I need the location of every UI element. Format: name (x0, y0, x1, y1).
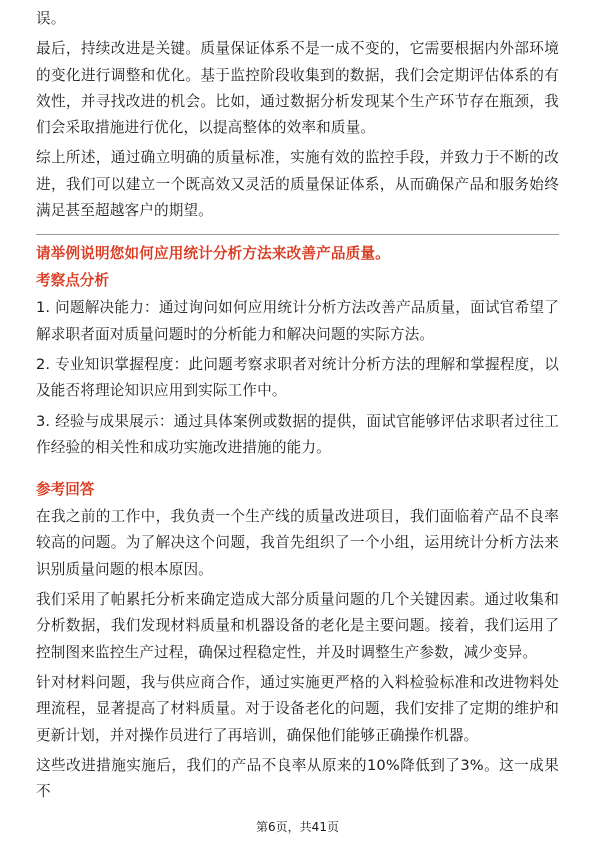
interview-question: 请举例说明您如何应用统计分析方法来改善产品质量。 (36, 245, 390, 263)
answer-paragraph: 针对材料问题，我与供应商合作，通过实施更严格的入料检验标准和改进物料处理流程，显著提高了材料质量。对于设备老化的问题，我们安排了定期的维护和更新计划，并对操作员进行了再培训，确保他们能够正确操作机器。 (36, 673, 559, 744)
answer-paragraph: 在我之前的工作中，我负责一个生产线的质量改进项目，我们面临着产品不良率较高的问题。为了解决这个问题，我首先组织了一个小组，运用统计分析方法来识别质量问题的根本原因。 (36, 508, 559, 578)
page-content (36, 0, 559, 809)
answer-paragraph: 这些改进措施实施后，我们的产品不良率从原来的10%降低到了3%。这一成果不 (36, 756, 559, 801)
body-paragraph: 综上所述，通过确立明确的质量标准，实施有效的监控手段，并致力于不断的改进，我们可以建立一个既高效又灵活的质量保证体系，从而确保产品和服务始终满足甚至超越客户的期望。 (36, 149, 559, 220)
answer-paragraph: 我们采用了帕累托分析来确定造成大部分质量问题的几个关键因素。通过收集和分析数据，我们发现材料质量和机器设备的老化是主要问题。接着，我们运用了控制图来监控生产过程，确保过程稳定性，并及时调整生产参数，减少变异。 (36, 591, 559, 661)
body-paragraph: 最后，持续改进是关键。质量保证体系不是一成不变的，它需要根据内外部环境的变化进行调整和优化。基于监控阶段收集到的数据，我们会定期评估体系的有效性，并寻找改进的机会。比如，通过数据分析发现某个生产环节存在瓶颈，我们会采取措施进行优化，以提高整体的效率和质量。 (36, 40, 559, 137)
section-divider (36, 234, 559, 235)
analysis-item: 3. 经验与成果展示：通过具体案例或数据的提供，面试官能够评估求职者过往工作经验的相关性和成功实施改进措施的能力。 (36, 412, 559, 456)
analysis-item: 2. 专业知识掌握程度：此问题考察求职者对统计分析方法的理解和掌握程度，以及能否将理论知识应用到实际工作中。 (36, 355, 559, 400)
answer-heading: 参考回答 (36, 481, 95, 499)
analysis-heading: 考察点分析 (36, 272, 109, 290)
analysis-item: 1. 问题解决能力：通过询问如何应用统计分析方法改善产品质量，面试官希望了解求职者面对质量问题时的分析能力和解决问题的实际方法。 (36, 299, 559, 343)
body-paragraph: 误。 (36, 10, 66, 27)
section-gap (36, 465, 559, 477)
page-number: 第6页，共41页 (256, 820, 339, 834)
